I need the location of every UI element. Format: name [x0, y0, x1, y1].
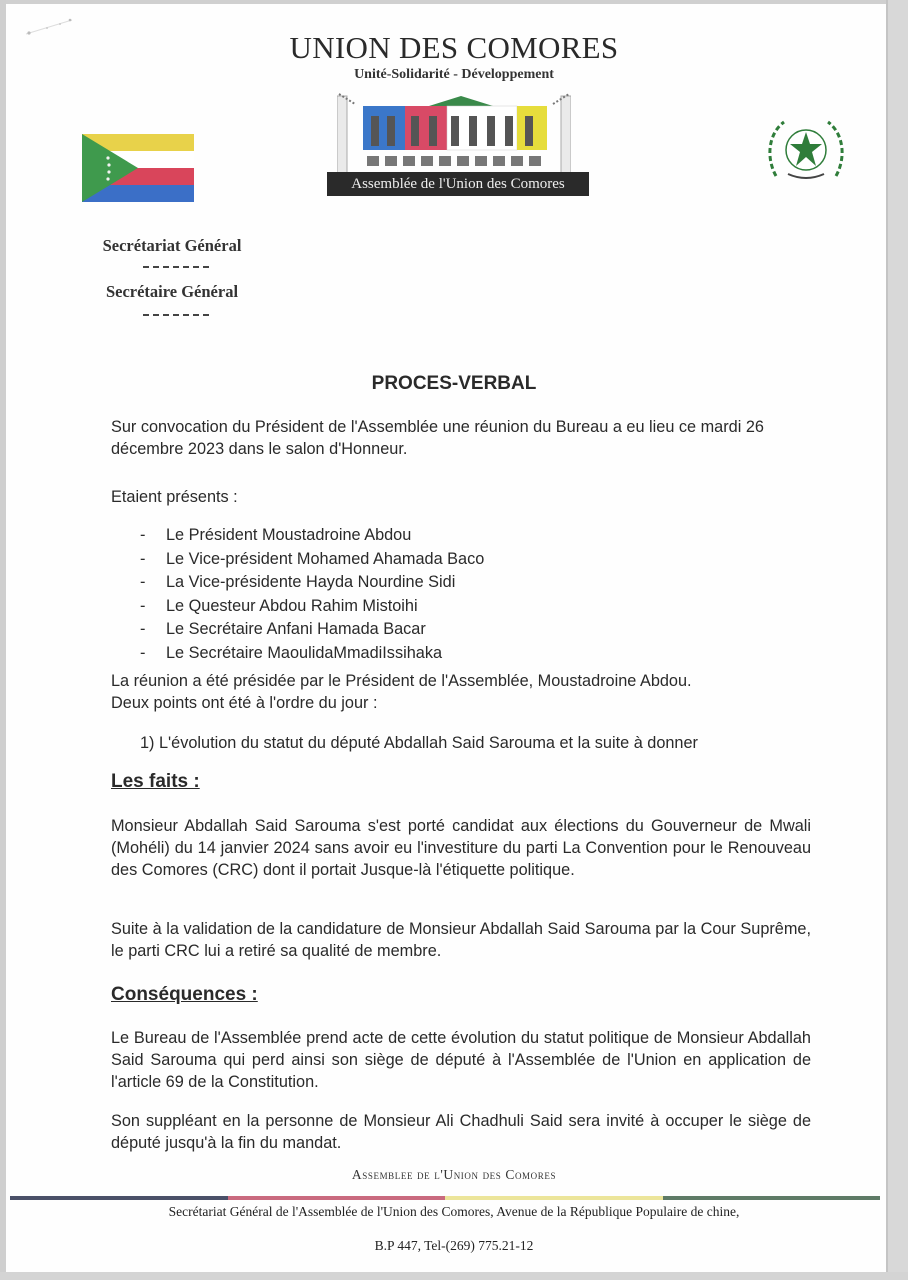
stripe-segment: [445, 1196, 663, 1200]
footer-organization: Assemblee de l'Union des Comores: [351, 1167, 557, 1182]
facts-paragraph: Monsieur Abdallah Said Sarouma s'est porté candidat aux élections du Gouverneur de Mwali (Mohéli) du 14 janvier 2024 sans avoir eu l'investiture du parti La Convention pour le Renouveau des Comores (CRC) dont il portait Jusque-là l'étiquette politique.: [111, 817, 811, 879]
stripe-segment: [228, 1196, 446, 1200]
attendee-name: Le Président Moustadroine Abdou: [166, 526, 412, 544]
stripe-segment: [10, 1196, 228, 1200]
facts-heading: Les faits :: [111, 771, 200, 792]
consequences-heading: Conséquences :: [111, 984, 258, 1005]
attendee-name: Le Vice-président Mohamed Ahamada Baco: [166, 549, 485, 568]
document-title: PROCES-VERBAL: [371, 373, 537, 394]
attendee-item: [140, 642, 640, 666]
bullet: -: [140, 620, 146, 638]
intro-paragraph: Sur convocation du Président de l'Assemblée une réunion du Bureau a eu lieu ce mardi 26 décembre 2023 dans le salon d'Honneur.: [111, 418, 764, 458]
agenda-item: 1) L'évolution du statut du député Abdallah Said Sarouma et la suite à donner: [140, 734, 698, 752]
national-emblem-icon: [762, 110, 850, 194]
attendee-name: Le Secrétaire Anfani Hamada Bacar: [166, 620, 426, 638]
attendees-label: Etaient présents :: [111, 488, 238, 506]
national-motto: Unité-Solidarité - Développement: [354, 67, 554, 82]
agenda-intro: Deux points ont été à l'ordre du jour :: [111, 694, 378, 712]
country-title: UNION DES COMORES: [289, 30, 619, 65]
scan-border-bottom: [0, 1272, 908, 1280]
attendee-item: [140, 548, 640, 572]
divider: [143, 314, 209, 316]
attendee-item: [140, 618, 640, 642]
office-secretariat: Secrétariat Général: [102, 236, 242, 255]
bullet: -: [140, 526, 146, 544]
bullet: -: [140, 643, 146, 662]
footer-address: Secrétariat Général de l'Assemblée de l'Union des Comores, Avenue de la République Populaire de chine,: [168, 1204, 740, 1219]
office-secretary: Secrétaire Général: [105, 282, 239, 301]
attendee-name: La Vice-présidente Hayda Nourdine Sidi: [166, 573, 456, 591]
comoros-flag-icon: [82, 134, 194, 202]
footer-contact: B.P 447, Tel-(269) 775.21-12: [374, 1238, 534, 1253]
attendee-item: [140, 524, 640, 548]
attendee-name: Le Questeur Abdou Rahim Mistoihi: [166, 596, 418, 615]
bullet: -: [140, 549, 146, 568]
divider: [143, 266, 209, 268]
bullet: -: [140, 596, 146, 615]
attendee-item: [140, 595, 640, 619]
assembly-banner: Assemblée de l'Union des Comores: [327, 172, 589, 196]
attendees-list: [140, 524, 640, 665]
attendee-item: [140, 571, 640, 595]
footer-color-stripe: [10, 1196, 880, 1200]
stripe-segment: [663, 1196, 881, 1200]
bullet: -: [140, 573, 146, 591]
facts-paragraph: Suite à la validation de la candidature de Monsieur Abdallah Said Sarouma par la Cour Suprême, le parti CRC lui a retiré sa qualité de membre.: [111, 920, 811, 960]
consequences-paragraph: Le Bureau de l'Assemblée prend acte de cette évolution du statut politique de Monsieur Abdallah Said Sarouma qui perd ainsi son siège de député à l'Assemblée de l'Union en application de l'article 69 de la Constitution.: [111, 1029, 811, 1091]
consequences-paragraph: Son suppléant en la personne de Monsieur Ali Chadhuli Said sera invité à occuper le siège de député jusqu'à la fin du mandat.: [111, 1112, 811, 1152]
attendee-name: Le Secrétaire MaoulidaMmadiIssihaka: [166, 643, 443, 662]
chair-statement: La réunion a été présidée par le Président de l'Assemblée, Moustadroine Abdou.: [111, 672, 692, 690]
scan-border-right: [886, 0, 908, 1280]
